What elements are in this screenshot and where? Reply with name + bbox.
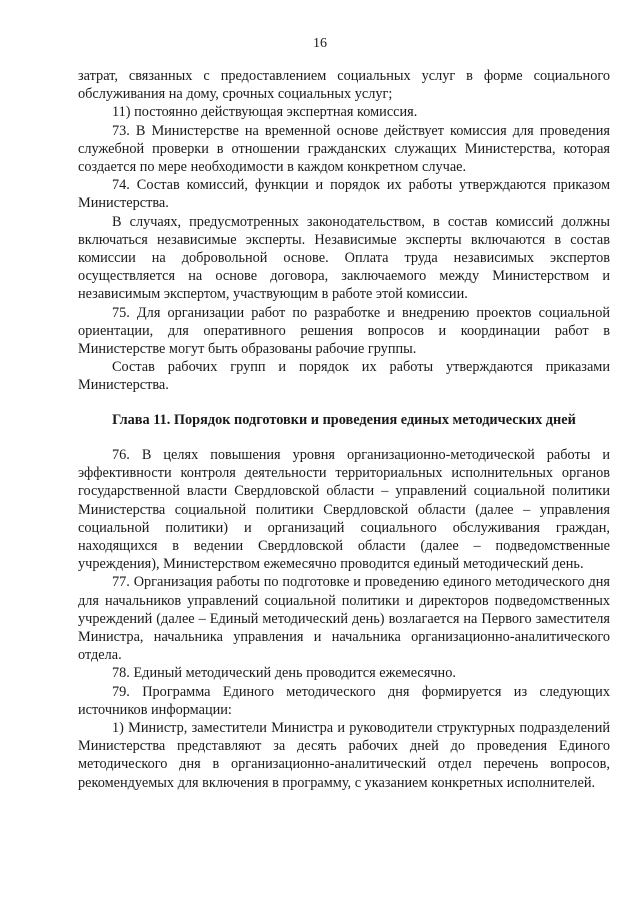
paragraph: Состав рабочих групп и порядок их работы утверждаются приказами Министерства.	[78, 359, 610, 394]
chapter-heading: Глава 11. Порядок подготовки и проведения единых методических дней	[112, 412, 576, 428]
paragraph: 79. Программа Единого методического дня формируется из следующих источников информации:	[78, 683, 610, 718]
paragraph: 76. В целях повышения уровня организационно-методической работы и эффективности контроля деятельности территориальных исполнительных органов государственной власти Свердловской области – управлений социальной политики Министерства социальной политики Свердловской области (далее – управления социальной политики) и организаций социального обслуживания граждан, находящихся в ведении Свердловской области (далее – подведомственные учреждения), Министерством ежемесячно проводится единый методический день.	[78, 447, 610, 573]
paragraph: 78. Единый методический день проводится ежемесячно.	[112, 665, 456, 682]
paragraph: 77. Организация работы по подготовке и проведению единого методического дня для начальников управлений социальной политики и директоров подведомственных учреждений (далее – Единый методический день) возлагается на Первого заместителя Министра, начальника управления и начальника организационно-аналитического отдела.	[78, 574, 610, 664]
paragraph: 75. Для организации работ по разработке и внедрению проектов социальной ориентации, для оперативного решения вопросов и координации работ в Министерстве могут быть образованы рабочие группы.	[78, 304, 610, 358]
paragraph: затрат, связанных с предоставлением социальных услуг в форме социального обслуживания на дому, срочных социальных услуг;	[78, 68, 610, 103]
paragraph: В случаях, предусмотренных законодательством, в состав комиссий должны включаться независимые эксперты. Независимые эксперты включаются в состав комиссии на добровольной основе. Оплата труда независимых экспертов осуществляется на основе договора, заключаемого между Министерством и независимым экспертом, участвующим в работе этой комиссии.	[78, 213, 610, 303]
paragraph: 1) Министр, заместители Министра и руководители структурных подразделений Министерства представляют за десять рабочих дней до проведения Единого методического дня в организационно-аналитический отдел перечень вопросов, рекомендуемых для включения в программу, с указанием конкретных исполнителей.	[78, 720, 610, 791]
page-number: 16	[313, 36, 327, 51]
paragraph: 73. В Министерстве на временной основе действует комиссия для проведения служебной проверки в отношении гражданских служащих Министерства, которая создается по мере необходимости в каждом конкретном случае.	[78, 122, 610, 176]
text-block-bottom	[78, 446, 610, 792]
paragraph: 74. Состав комиссий, функции и порядок их работы утверждаются приказом Министерства.	[78, 177, 610, 212]
paragraph: 11) постоянно действующая экспертная комиссия.	[112, 104, 418, 121]
text-block-top	[78, 67, 610, 395]
